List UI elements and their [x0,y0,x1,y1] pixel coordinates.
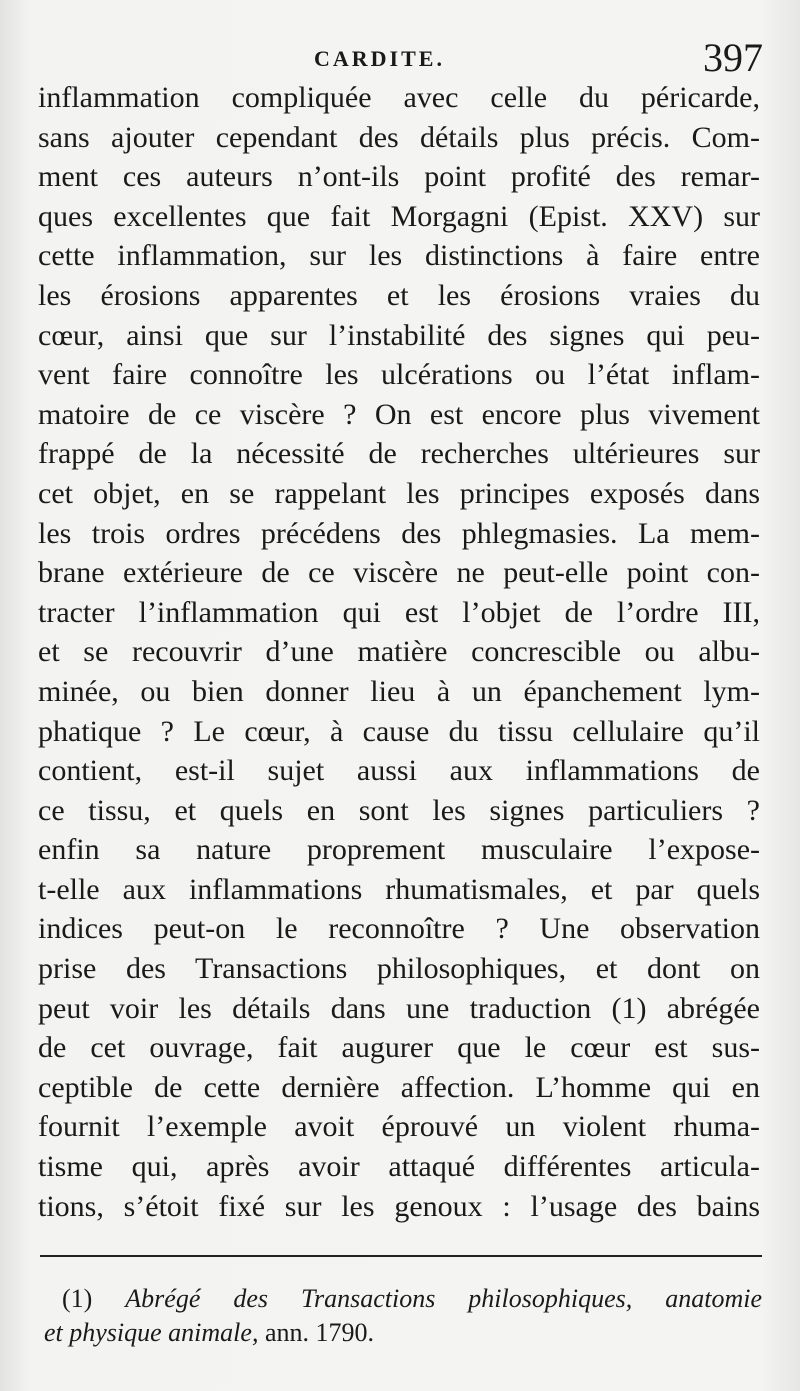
text-line: ment ces auteurs n’ont-ils point profité des remar- [38,160,760,194]
text-line: phatique ? Le cœur, à cause du tissu cellulaire qu’il [38,714,760,748]
text-line: t-elle aux inflammations rhumatismales, et par quels [38,872,760,906]
text-line: cet objet, en se rappelant les principes exposés dans [38,476,760,510]
text-line: de cet ouvrage, fait augurer que le cœur est sus- [38,1031,760,1065]
text-line: contient, est-il sujet aussi aux inflammations de [38,754,760,788]
text-line: sans ajouter cependant des détails plus précis. Com- [38,120,760,154]
text-line: enfin sa nature proprement musculaire l’expose- [38,833,760,867]
footnote-line [62,1282,762,1316]
text-line: frappé de la nécessité de recherches ultérieures sur [38,437,760,471]
text-line: prise des Transactions philosophiques, et dont on [38,952,760,986]
running-head [0,35,800,80]
text-line: tisme qui, après avoir attaqué différentes articula- [38,1150,760,1184]
text-line: fournit l’exemple avoit éprouvé un violent rhuma- [38,1110,760,1144]
footnote-citation-title: Abrégé des Transactions philosophiques, anatomie [125,1284,762,1313]
footnote-divider [40,1255,762,1257]
text-line: tracter l’inflammation qui est l’objet de l’ordre III, [38,595,760,629]
text-line: les trois ordres précédens des phlegmasies. La mem- [38,516,760,550]
footnote-marker: (1) [62,1284,93,1313]
body-text [38,78,760,1226]
text-line: tions, s’étoit fixé sur les genoux : l’usage des bains [38,1189,760,1223]
text-line: inflammation compliquée avec celle du péricarde, [38,81,760,114]
text-line: minée, ou bien donner lieu à un épanchement lym- [38,674,760,708]
text-line: cette inflammation, sur les distinctions à faire entre [38,239,760,273]
text-line: brane extérieure de ce viscère ne peut-elle point con- [38,556,760,590]
text-line: les érosions apparentes et les érosions vraies du [38,278,760,312]
page-number: 397 [703,35,763,80]
footnote [44,1282,762,1350]
footnote-citation-year: ann. 1790. [258,1318,374,1347]
text-line: matoire de ce viscère ? On est encore plus vivement [38,397,760,431]
text-line: ce tissu, et quels en sont les signes particuliers ? [38,793,760,827]
text-line: cœur, ainsi que sur l’instabilité des signes qui peu- [38,318,760,352]
running-head-title: CARDITE. [314,46,445,71]
text-line: vent faire connoître les ulcérations ou l’état inflam- [38,358,760,392]
text-line: ceptible de cette dernière affection. L’homme qui en [38,1070,760,1104]
footnote-line [44,1316,762,1350]
footnote-citation-subtitle: et physique animale, [44,1318,259,1347]
text-line: et se recouvrir d’une matière concrescible ou albu- [38,635,760,669]
text-line: peut voir les détails dans une traduction (1) abrégée [38,991,760,1025]
text-line: indices peut-on le reconnoître ? Une observation [38,912,760,946]
text-line: ques excellentes que fait Morgagni (Epist. XXV) sur [38,199,760,233]
